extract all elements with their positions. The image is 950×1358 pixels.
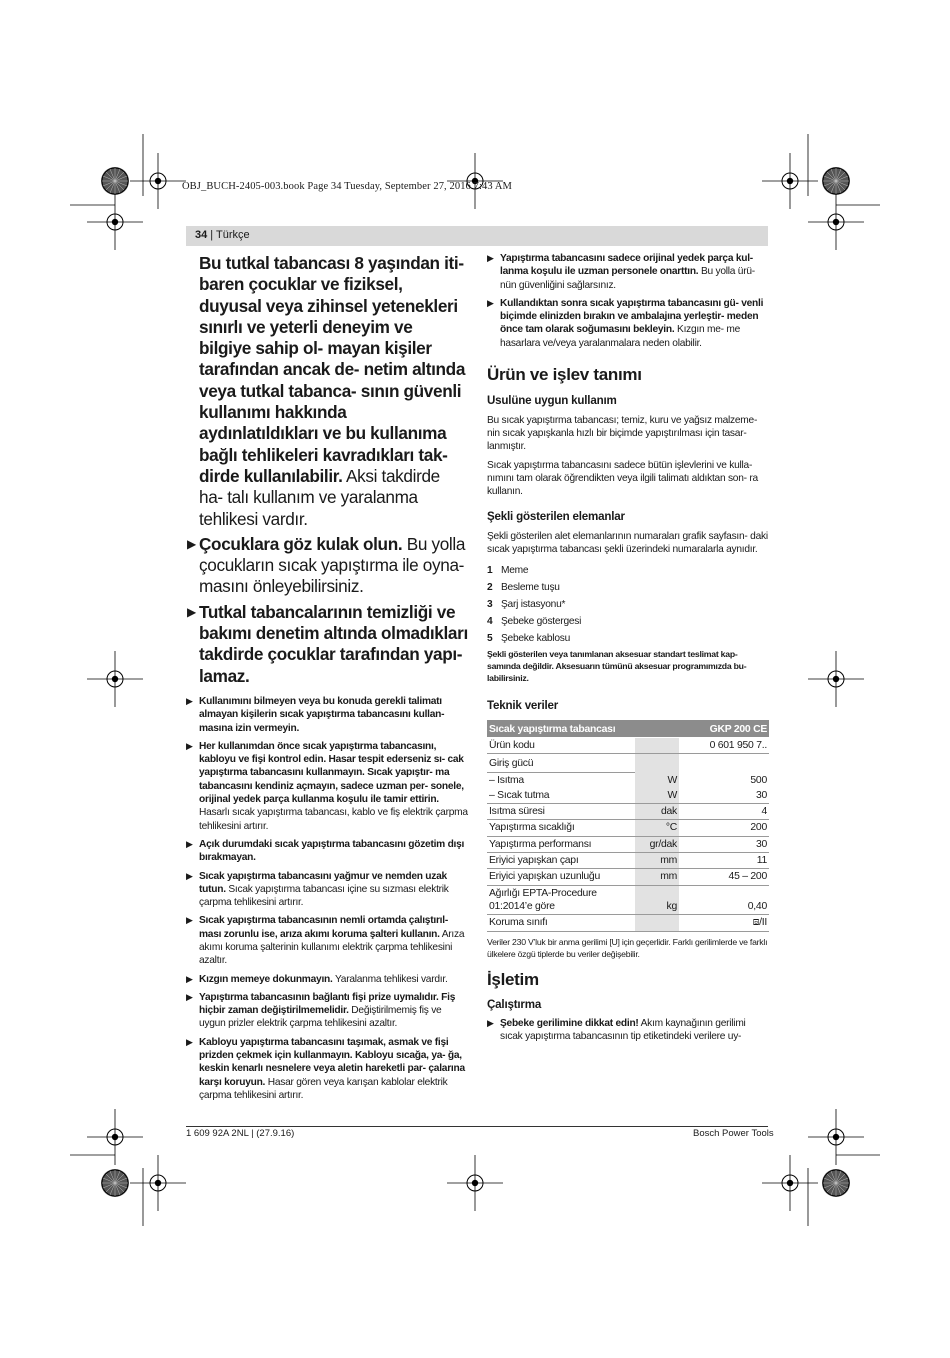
safety-item	[186, 1036, 468, 1102]
safety-item-bold: Kızgın memeye dokunmayın.	[199, 973, 333, 985]
spec-unit: °C	[635, 820, 679, 836]
bullet-triangle-icon: ▶	[186, 915, 193, 926]
page-header	[195, 229, 250, 241]
bullet-triangle-icon: ▶	[186, 870, 193, 881]
spec-label: Isıtma süresi	[487, 804, 635, 820]
spec-value: 45 – 200	[679, 869, 769, 885]
usage-heading: Usulüne uygun kullanım	[487, 394, 617, 408]
safety-item	[186, 914, 468, 967]
safety-item	[186, 973, 468, 986]
element-number: 3	[487, 599, 493, 611]
start-heading: Çalıştırma	[487, 997, 542, 1011]
footer-doc-id: 1 609 92A 2NL | (27.9.16)	[186, 1128, 295, 1139]
elements-list	[487, 564, 769, 645]
table-row	[487, 820, 769, 836]
big-bullet-bold: Çocuklara göz kulak olun.	[199, 533, 403, 554]
spec-label: Eriyici yapışkan uzunluğu	[487, 869, 635, 885]
left-column	[186, 253, 468, 1107]
list-item	[487, 564, 769, 577]
right-column	[487, 252, 769, 1049]
safety-item-bold: Açık durumdaki sıcak yapıştırma tabancasını gözetim dışı bırakmayan.	[199, 838, 465, 864]
big-bullet-bold: Tutkal tabancalarının temizliği ve bakımı denetim altında olmadıkları takdirde çocuklar tarafından yapı- lamaz.	[199, 601, 468, 686]
bullet-triangle-icon: ▶	[186, 740, 193, 751]
spec-label: Giriş gücü	[487, 754, 635, 772]
list-item	[487, 632, 769, 645]
spec-label: Yapıştırma performansı	[487, 836, 635, 852]
footer-brand: Bosch Power Tools	[693, 1128, 774, 1139]
print-slug: OBJ_BUCH-2405-003.book Page 34 Tuesday, September 27, 2016 7:43 AM	[182, 181, 512, 192]
crop-mark	[87, 651, 143, 707]
spec-value: 0,40	[679, 885, 769, 915]
bullet-triangle-icon: ▶	[186, 973, 193, 984]
crop-mark	[130, 1155, 186, 1211]
safety-item	[186, 991, 468, 1031]
spec-unit	[635, 915, 679, 931]
safety-item-bold: Kabloyu yapıştırma tabancasını taşımak, asmak ve fişi prizden çekmek için kullanmayın. Kabloyu sıcağa, ya- ğa, keskin kenarlı nesnelere veya aletin hareketli par- çalarına karşı koruyun.	[199, 1036, 465, 1088]
usage-paragraph: Bu sıcak yapıştırma tabancası; temiz, kuru ve yağsız malzeme- nin sıcak yapışkanla hızlı bir biçimde yapıştırılması için tasar- lanmıştır.	[487, 414, 758, 453]
safety-item-bold: Yapıştırma tabancasının bağlantı fişi prize uymalıdır. Fiş hiçbir zaman değiştirilmemelidir.	[199, 991, 456, 1017]
crop-mark	[447, 1155, 503, 1211]
section-title: Ürün ve işlev tanımı	[487, 365, 642, 385]
spec-value: 0 601 950 7..	[679, 737, 769, 753]
elements-heading: Şekli gösterilen elemanlar	[487, 510, 625, 524]
safety-item	[186, 695, 468, 735]
table-row	[487, 915, 769, 931]
list-item	[487, 581, 769, 594]
table-note: Veriler 230 V’luk bir anma gerilimi [U] için geçerlidir. Farklı gerilimlerde ve farklı ülkelere özgü tiplerde bu veriler değişebilir.	[487, 936, 768, 960]
table-row	[487, 804, 769, 820]
safety-item-text: Yaralanma tehlikesi vardır.	[332, 973, 448, 985]
table-header-row	[487, 720, 769, 738]
safety-item-bold: Her kullanımdan önce sıcak yapıştırma tabancasını, kabloyu ve fişi kontrol edin. Hasar tespit ederseniz sı- cak yapıştırma tabancasını kullanmayın. Sıcak yapıştır- ma tabancasını kendiniz açmayın, sadece uzman per- sonele, orijinal yedek parça kullanma koşulu ile tamir ettirin.	[199, 740, 464, 806]
safety-item-bold: Sıcak yapıştırma tabancasını yağmur ve nemden uzak tutun.	[199, 870, 447, 895]
spec-unit: kg	[635, 885, 679, 915]
spec-value: 11	[679, 853, 769, 869]
bullet-triangle-icon: ▶	[487, 253, 494, 263]
safety-item-bold: Yapıştırma tabancasını sadece orijinal yedek parça kul- lanma koşulu ile uzman personele onarttın.	[500, 253, 753, 278]
element-number: 4	[487, 616, 493, 628]
big-bullet	[187, 533, 468, 598]
safety-item-text: Değiştirilmemiş fiş ve uygun prizler elektrik çarpma tehlikesini azaltır.	[199, 1005, 442, 1030]
safety-item-text: Kızgın me- me hasarlara ve/veya yaralanmalara neden olabilir.	[500, 324, 741, 349]
bullet-triangle-icon: ▶	[186, 838, 193, 849]
safety-item-text: Sıcak yapıştırma tabancası içine su sızması elektrik çarpma tehlikesini artırır.	[199, 883, 449, 909]
safety-item	[487, 252, 769, 292]
intro-warning	[199, 253, 468, 530]
safety-item	[186, 838, 468, 865]
safety-item-bold: Şebeke gerilimine dikkat edin!	[500, 1018, 639, 1030]
crop-mark	[808, 194, 864, 250]
spec-unit: mm	[635, 853, 679, 869]
protection-class-symbol: ⧈/II	[679, 915, 769, 931]
crop-mark	[808, 651, 864, 707]
spec-unit: mm	[635, 869, 679, 885]
table-row	[487, 754, 769, 772]
spec-unit: W	[635, 788, 679, 804]
crop-mark	[808, 1109, 864, 1165]
table-row	[487, 885, 769, 915]
color-target-mark	[101, 167, 129, 195]
element-label: Meme	[501, 565, 529, 577]
spec-label: Koruma sınıfı	[487, 915, 635, 931]
safety-item-bold: Kullanımını bilmeyen veya bu konuda gerekli talimatı almayan kişilerin sıcak yapıştırma tabancasını kullan- masına izin vermeyin.	[199, 695, 445, 734]
spec-label: Ağırlığı EPTA-Procedure 01:2014’e göre	[487, 885, 635, 915]
color-target-mark	[822, 1169, 850, 1197]
element-label: Besleme tuşu	[501, 582, 560, 594]
spec-label: Yapıştırma sıcaklığı	[487, 820, 635, 836]
table-row	[487, 737, 769, 753]
header-separator: |	[207, 229, 217, 241]
bullet-triangle-icon: ▶	[187, 604, 196, 619]
header-band	[186, 226, 768, 246]
table-row	[487, 836, 769, 852]
spec-label: – Sıcak tutma	[487, 788, 635, 804]
crop-mark	[762, 1155, 818, 1211]
bullet-triangle-icon: ▶	[487, 297, 494, 308]
table-row	[487, 788, 769, 804]
spec-unit	[635, 737, 679, 753]
list-item	[487, 598, 769, 611]
color-target-mark	[822, 167, 850, 195]
safety-item	[186, 870, 468, 910]
table-row	[487, 853, 769, 869]
intro-warning-bold: Bu tutkal tabancası 8 yaşından iti- baren çocuklar ve fiziksel, duyusal veya zihinsel yetenekleri sınırlı ve yeterli deneyim ve bilgiye sahip ol- mayan kişiler tarafından ancak de- netim altında veya tutkal tabanca- sının güvenli kullanımı hakkında aydınlatıldıkları ve bu kullanıma bağlı tehlikeleri kavradıkları tak- dirde kullanılabilir.	[199, 253, 466, 486]
spec-value	[679, 754, 769, 772]
crop-mark	[87, 1109, 143, 1165]
crop-mark	[762, 153, 818, 209]
element-number: 5	[487, 633, 493, 645]
element-number: 2	[487, 582, 493, 594]
safety-item-text: Arıza akımı koruma şalterinin kullanımı elektrik çarpma tehlikesini azaltır.	[199, 928, 465, 967]
crop-mark	[130, 153, 186, 209]
elements-intro: Şekli gösterilen alet elemanlarının numaraları grafik sayfasın- daki sıcak yapıştırma tabancası şekli üzerindeki numaralarla aynıdır.	[487, 530, 768, 556]
safety-item-text: Akım kaynağının gerilimi sıcak yapıştırma tabancasının tip etiketindeki verilere uy-	[500, 1018, 746, 1043]
safety-item-bold: Kullandıktan sonra sıcak yapıştırma tabancasını gü- venli biçimde elinizden bırakın ve ambalajına yerleştir- meden önce tam olarak soğumasını bekleyin.	[500, 297, 764, 336]
intro-warning-light: Aksi takdirde ha- talı kullanım ve yaralanma tehlikesi vardır.	[199, 465, 440, 529]
safety-item-text: Hasarlı sıcak yapıştırma tabancası, kablo ve fiş elektrik çarpma tehlikesini artırır.	[199, 807, 468, 832]
spec-unit: dak	[635, 804, 679, 820]
bullet-triangle-icon: ▶	[487, 1018, 494, 1029]
element-label: Şarj istasyonu*	[501, 599, 566, 611]
safety-item-text: Bu yolla ürü- nün güvenliğini sağlarsınız.	[500, 266, 755, 291]
table-row	[487, 869, 769, 885]
bullet-triangle-icon: ▶	[186, 1036, 193, 1047]
footer-divider	[186, 1126, 768, 1127]
bullet-triangle-icon: ▶	[187, 536, 196, 551]
bullet-triangle-icon: ▶	[186, 695, 193, 706]
accessory-note: Şekli gösterilen veya tanımlanan aksesuar standart teslimat kap- samında değildir. Aksesuarın tümünü aksesuar programımızda bu- labilirsiniz.	[487, 649, 747, 683]
element-number: 1	[487, 565, 493, 577]
spec-value: 4	[679, 804, 769, 820]
safety-item-bold: Sıcak yapıştırma tabancasının nemli ortamda çalıştırıl- ması zorunlu ise, arıza akımı koruma şalteri kullanın.	[199, 915, 448, 940]
spec-label: – Isıtma	[489, 774, 524, 786]
big-bullet-light: Bu yolla çocukların sıcak yapıştırma ile oyna- masını önleyebilirsiniz.	[199, 533, 466, 597]
operation-title: İşletim	[487, 969, 539, 989]
table-header-model: GKP 200 CE	[679, 720, 769, 738]
spec-label: Eriyici yapışkan çapı	[487, 853, 635, 869]
safety-item	[186, 740, 468, 833]
safety-item-text: Hasar gören veya karışan kablolar elektrik çarpma tehlikesini artırır.	[199, 1076, 448, 1101]
element-label: Şebeke göstergesi	[501, 616, 582, 628]
spec-value: 200	[679, 820, 769, 836]
table-header-label: Sıcak yapıştırma tabancası	[487, 720, 679, 738]
safety-item	[487, 1017, 769, 1044]
spec-value: 30	[679, 788, 769, 804]
tech-heading: Teknik veriler	[487, 698, 559, 712]
crop-mark	[87, 194, 143, 250]
header-language: Türkçe	[216, 229, 250, 241]
spec-value: 30	[679, 836, 769, 852]
page-number: 34	[195, 229, 208, 241]
color-target-mark	[101, 1169, 129, 1197]
spec-unit: W	[635, 772, 679, 788]
bullet-triangle-icon: ▶	[186, 991, 193, 1002]
list-item	[487, 615, 769, 628]
spec-value: 500	[750, 774, 767, 786]
big-bullet	[187, 601, 468, 687]
usage-paragraph: Sıcak yapıştırma tabancasını sadece bütün işlevlerini ve kulla- nımını tam olarak öğrendikten veya ilgili talimatı aldıktan son- ra kullanın.	[487, 459, 758, 498]
spec-table	[487, 720, 769, 932]
element-label: Şebeke kablosu	[501, 633, 570, 645]
spec-label: Ürün kodu	[487, 737, 635, 753]
spec-unit	[635, 754, 679, 772]
table-row	[487, 772, 769, 788]
safety-item	[487, 297, 769, 350]
spec-unit: gr/dak	[635, 836, 679, 852]
